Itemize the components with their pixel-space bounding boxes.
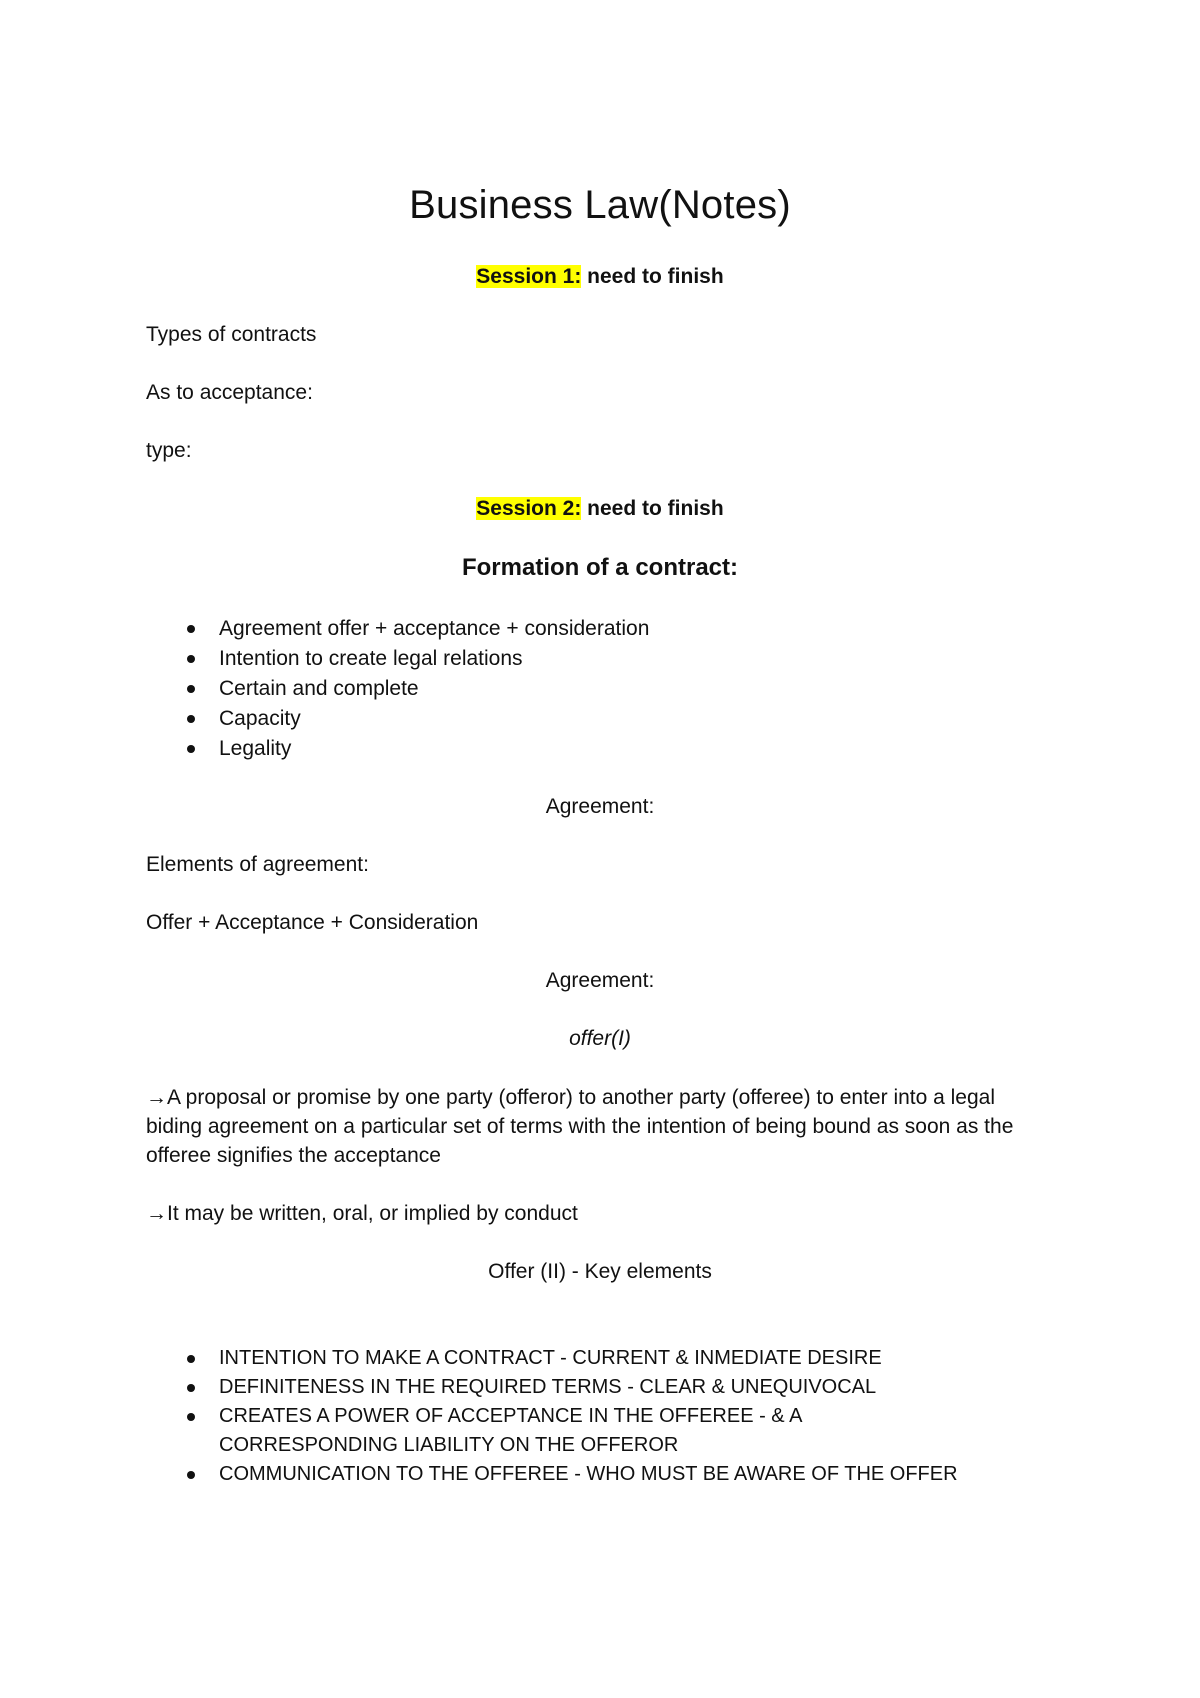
offer-definition: →A proposal or promise by one party (offeror) to another party (offeree) to enter into a legal biding agreement on a particular set of terms with the intention of being bound as soon as the offeree signifies the acceptance <box>146 1086 1014 1167</box>
bullet-icon <box>187 1355 195 1363</box>
list-item: DEFINITENESS IN THE REQUIRED TERMS - CLEAR & UNEQUIVOCAL <box>146 1373 1046 1402</box>
session-1-line <box>0 262 1200 292</box>
as-to-acceptance: As to acceptance: <box>146 381 313 404</box>
offer-formula: Offer + Acceptance + Consideration <box>146 911 479 934</box>
bullet-icon <box>187 1471 195 1479</box>
list-item: Agreement offer + acceptance + consideration <box>146 614 1046 644</box>
session-2-line <box>0 494 1200 524</box>
page-title: Business Law(Notes) <box>409 183 791 227</box>
session-1-text: need to finish <box>581 265 724 288</box>
list-item: Certain and complete <box>146 674 1046 704</box>
type-label: type: <box>146 439 192 462</box>
offer-ii-heading: Offer (II) - Key elements <box>488 1260 712 1283</box>
list-item: Intention to create legal relations <box>146 644 1046 674</box>
bullet-icon <box>187 745 195 753</box>
elements-of-agreement: Elements of agreement: <box>146 853 369 876</box>
list-item: CREATES A POWER OF ACCEPTANCE IN THE OFFEREE - & A CORRESPONDING LIABILITY ON THE OFFEROR <box>146 1402 1046 1460</box>
list-item: INTENTION TO MAKE A CONTRACT - CURRENT & INMEDIATE DESIRE <box>146 1344 1046 1373</box>
agreement-heading-2: Agreement: <box>545 969 655 992</box>
list-item: COMMUNICATION TO THE OFFEREE - WHO MUST BE AWARE OF THE OFFER <box>146 1460 1046 1489</box>
types-of-contracts: Types of contracts <box>146 323 317 346</box>
session-1-label: Session 1: <box>476 265 582 288</box>
offer-i-heading: offer(I) <box>569 1027 631 1050</box>
bullet-icon <box>187 685 195 693</box>
session-2-text: need to finish <box>581 497 724 520</box>
agreement-heading-1: Agreement: <box>545 795 655 818</box>
offer-forms: →It may be written, oral, or implied by conduct <box>146 1202 578 1225</box>
formation-list <box>146 614 1046 764</box>
session-2-label: Session 2: <box>476 497 582 520</box>
list-item: Legality <box>146 734 1046 764</box>
bullet-icon <box>187 1413 195 1421</box>
bullet-icon <box>187 715 195 723</box>
key-elements-list <box>146 1344 1046 1489</box>
bullet-icon <box>187 1384 195 1392</box>
bullet-icon <box>187 655 195 663</box>
bullet-icon <box>187 625 195 633</box>
list-item: Capacity <box>146 704 1046 734</box>
formation-heading: Formation of a contract: <box>461 554 738 581</box>
